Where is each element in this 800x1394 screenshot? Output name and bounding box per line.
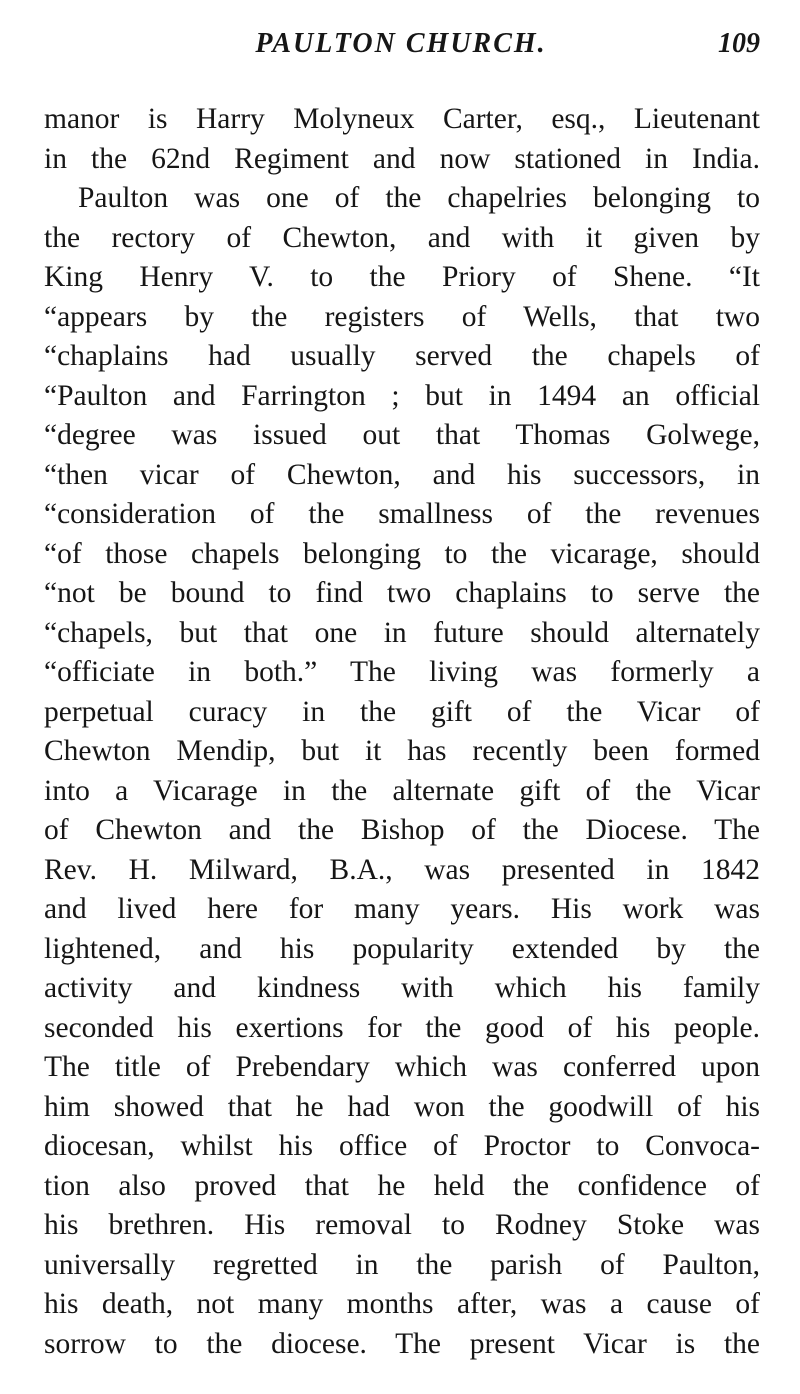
text-line: the rectory of Chewton, and with it given by xyxy=(44,221,760,254)
text-line: “not be bound to find two chaplains to serve the xyxy=(44,577,760,609)
text-line: “of those chapels belonging to the vicarage, should xyxy=(44,537,760,570)
text-line: sorrow to the diocese. The present Vicar is the xyxy=(44,1327,760,1360)
text-line: The title of Prebendary which was conferred upon xyxy=(44,1051,760,1083)
text-line: in the 62nd Regiment and now stationed in India. xyxy=(44,142,760,175)
text-line: universally regretted in the parish of Paulton, xyxy=(44,1248,760,1281)
text-line: “then vicar of Chewton, and his successors, in xyxy=(44,458,760,491)
text-line: and lived here for many years. His work was xyxy=(44,893,760,925)
text-line: “appears by the registers of Wells, that two xyxy=(44,300,760,333)
text-line: Paulton was one of the chapelries belonging to xyxy=(78,182,760,214)
text-line: diocesan, whilst his office of Proctor to Convoca- xyxy=(44,1130,760,1162)
text-line: Rev. H. Milward, B.A., was presented in 1842 xyxy=(44,853,760,886)
text-line: “chaplains had usually served the chapels of xyxy=(44,340,760,372)
page-number: 109 xyxy=(718,28,760,59)
text-line: “degree was issued out that Thomas Golwege, xyxy=(44,419,760,451)
text-line: him showed that he had won the goodwill of his xyxy=(44,1090,760,1123)
text-line: lightened, and his popularity extended by the xyxy=(44,932,760,965)
running-header xyxy=(42,22,760,66)
text-line: his death, not many months after, was a cause of xyxy=(44,1288,760,1320)
text-line: Chewton Mendip, but it has recently been formed xyxy=(44,735,760,767)
text-line: into a Vicarage in the alternate gift of the Vicar xyxy=(44,774,760,807)
text-line: his brethren. His removal to Rodney Stoke was xyxy=(44,1209,760,1241)
text-line: “Paulton and Farrington ; but in 1494 an official xyxy=(44,379,760,412)
text-line: tion also proved that he held the confidence of xyxy=(44,1169,760,1202)
text-line: “officiate in both.” The living was formerly a xyxy=(44,656,760,688)
text-line: of Chewton and the Bishop of the Diocese. The xyxy=(44,814,760,846)
text-line: “consideration of the smallness of the revenues xyxy=(44,498,760,530)
text-line: manor is Harry Molyneux Carter, esq., Lieutenant xyxy=(44,103,760,135)
text-line: “chapels, but that one in future should alternately xyxy=(44,616,760,649)
text-line: seconded his exertions for the good of his people. xyxy=(44,1011,760,1044)
body-text xyxy=(44,100,760,1364)
text-line: perpetual curacy in the gift of the Vicar of xyxy=(44,695,760,728)
text-line: activity and kindness with which his family xyxy=(44,972,760,1004)
text-line: King Henry V. to the Priory of Shene. “It xyxy=(44,261,760,293)
running-title: PAULTON CHURCH. xyxy=(255,28,547,59)
